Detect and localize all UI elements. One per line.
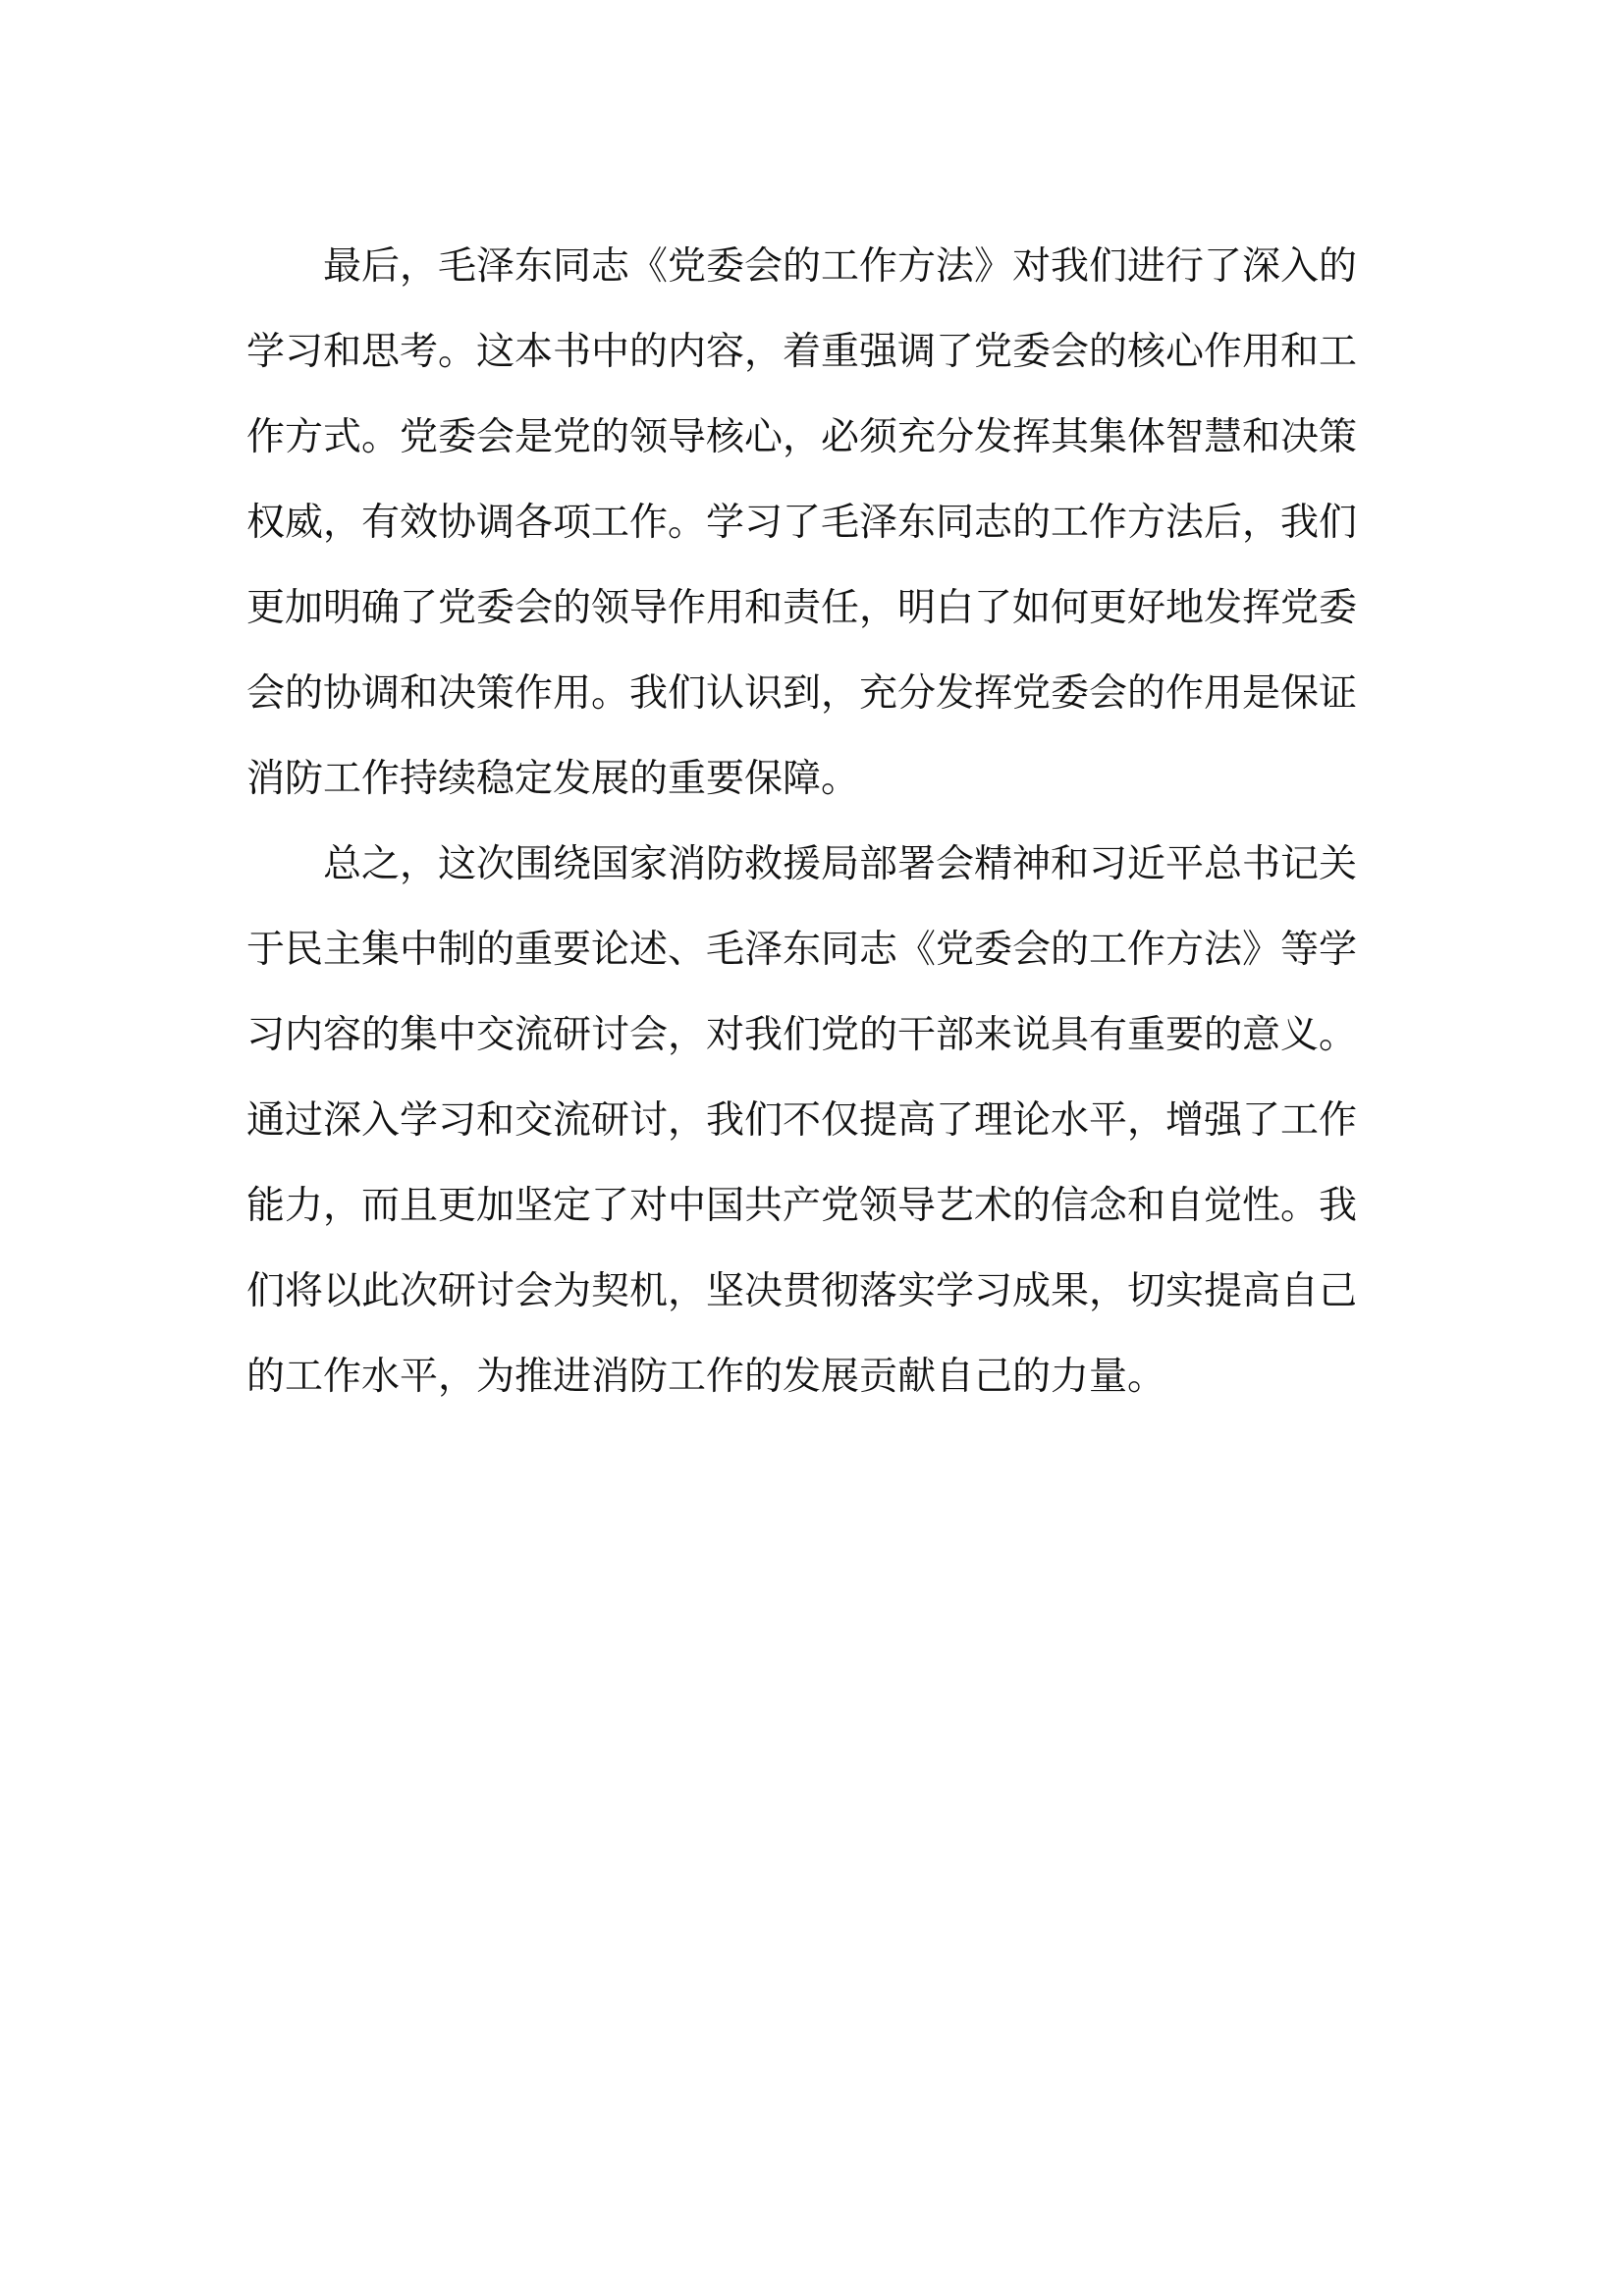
paragraph-summary xyxy=(246,822,1395,1419)
paragraph-line: 更加明确了党委会的领导作用和责任，明白了如何更好地发挥党委 xyxy=(246,586,1358,630)
paragraph-line: 总之，这次围绕国家消防救援局部署会精神和习近平总书记关 xyxy=(323,842,1358,886)
paragraph-line: 的工作水平，为推进消防工作的发展贡献自己的力量。 xyxy=(246,1355,1166,1399)
paragraph-line: 能力，而且更加坚定了对中国共产党领导艺术的信念和自觉性。我 xyxy=(246,1184,1358,1228)
paragraph-line: 会的协调和决策作用。我们认识到，充分发挥党委会的作用是保证 xyxy=(246,671,1358,716)
paragraph-line: 通过深入学习和交流研讨，我们不仅提高了理论水平，增强了工作 xyxy=(246,1098,1358,1143)
document-body xyxy=(246,224,1395,1419)
paragraph-line: 学习和思考。这本书中的内容，着重强调了党委会的核心作用和工 xyxy=(246,330,1358,374)
paragraph-line: 最后，毛泽东同志《党委会的工作方法》对我们进行了深入的 xyxy=(323,244,1358,289)
paragraph-line: 消防工作持续稳定发展的重要保障。 xyxy=(246,757,860,801)
paragraph-line: 权威，有效协调各项工作。学习了毛泽东同志的工作方法后，我们 xyxy=(246,501,1358,545)
paragraph-line: 于民主集中制的重要论述、毛泽东同志《党委会的工作方法》等学 xyxy=(246,928,1358,972)
paragraph-conclusion-1 xyxy=(246,224,1395,822)
paragraph-line: 作方式。党委会是党的领导核心，必须充分发挥其集体智慧和决策 xyxy=(246,415,1358,459)
paragraph-line: 习内容的集中交流研讨会，对我们党的干部来说具有重要的意义。 xyxy=(246,1013,1358,1057)
paragraph-line: 们将以此次研讨会为契机，坚决贯彻落实学习成果，切实提高自己 xyxy=(246,1269,1358,1313)
